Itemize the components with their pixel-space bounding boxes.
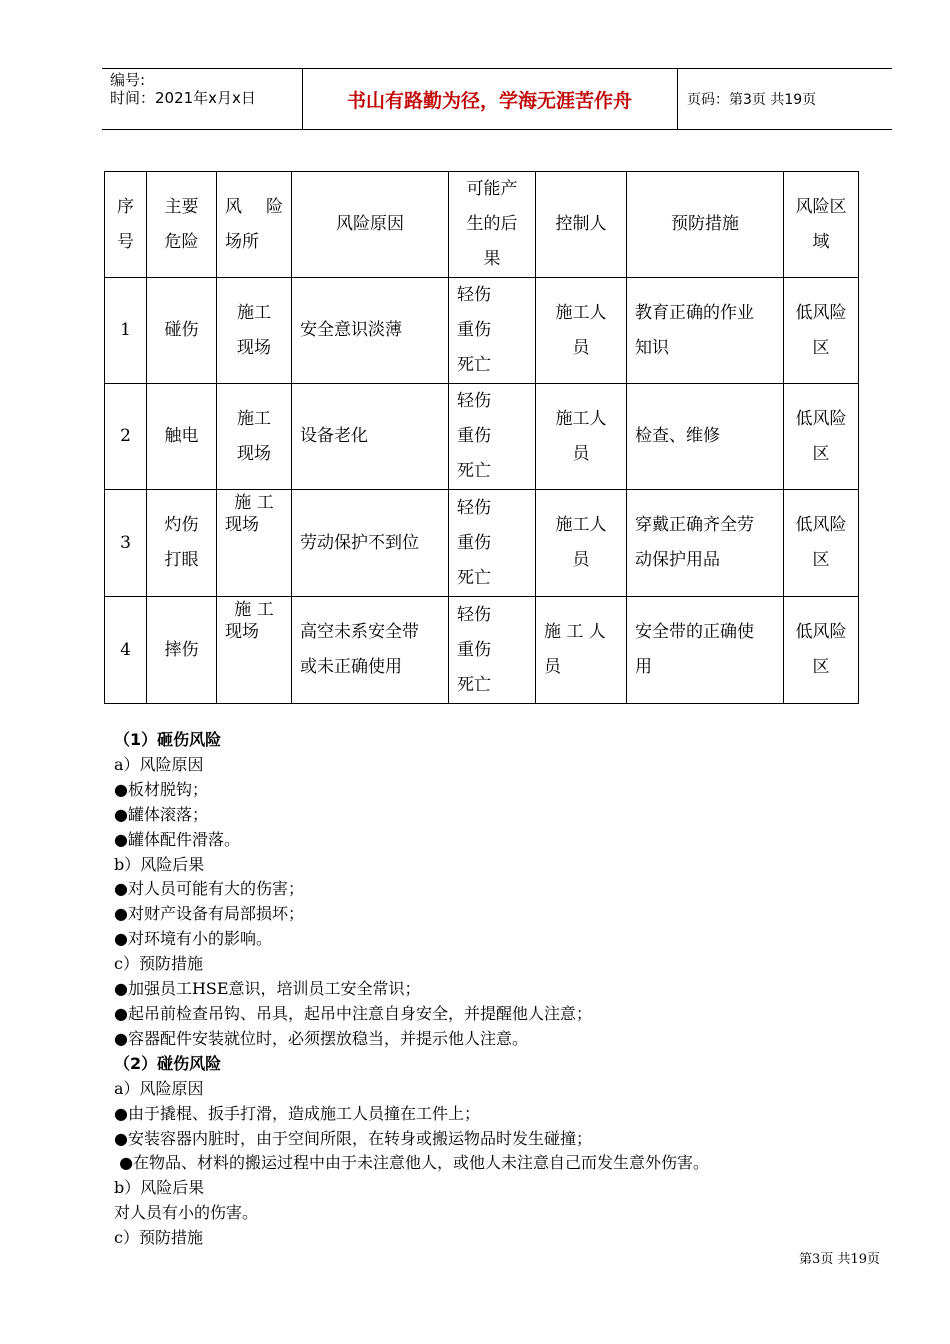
document-body	[114, 728, 709, 1251]
cell-seq: 2	[105, 384, 147, 490]
cell-place: 施 工 现场	[217, 490, 292, 597]
cell-hazard: 触电	[147, 384, 217, 490]
header-consequence: 可能产 生的后 果	[449, 172, 536, 278]
cell-prevention: 检查、维修	[627, 384, 784, 490]
cell-prevention: 安全带的正确使 用	[627, 597, 784, 704]
number-label: 编号:	[110, 71, 146, 89]
subheading: a）风险原因	[114, 754, 204, 774]
cell-place: 施工 现场	[217, 278, 292, 384]
cell-prevention: 教育正确的作业 知识	[627, 278, 784, 384]
cell-cause: 高空未系安全带 或未正确使用	[292, 597, 449, 704]
header-meta	[110, 71, 256, 107]
cell-area: 低风险 区	[784, 597, 859, 704]
bullet-item: ●对财产设备有局部损坏；	[114, 904, 304, 924]
time-label: 时间：2021年x月x日	[110, 89, 256, 107]
bullet-item: ●加强员工HSE意识，培训员工安全常识；	[114, 979, 421, 999]
cell-consequence: 轻伤 重伤 死亡	[449, 597, 536, 704]
section-heading: （2）碰伤风险	[114, 1053, 222, 1073]
paragraph: 对人员有小的伤害。	[114, 1203, 259, 1223]
bullet-item: ●罐体配件滑落。	[114, 829, 240, 849]
table-header-row	[105, 172, 859, 278]
subheading: b）风险后果	[114, 854, 205, 874]
page-footer: 第3页 共19页	[799, 1252, 880, 1267]
cell-place: 施工 现场	[217, 384, 292, 490]
cell-controller: 施工人 员	[536, 490, 627, 597]
page-code: 页码：第3页 共19页	[687, 92, 817, 108]
cell-controller: 施工人 员	[536, 278, 627, 384]
bullet-item: ●容器配件安装就位时，必须摆放稳当，并提示他人注意。	[114, 1028, 528, 1048]
header-place: 风 险 场所	[217, 172, 292, 278]
cell-area: 低风险 区	[784, 278, 859, 384]
page-header	[102, 68, 892, 130]
header-seq: 序 号	[105, 172, 147, 278]
risk-table	[104, 171, 859, 704]
cell-controller: 施 工 人 员	[536, 597, 627, 704]
bullet-item: ●由于撬棍、扳手打滑，造成施工人员撞在工件上；	[114, 1103, 480, 1123]
header-area: 风险区 域	[784, 172, 859, 278]
motto: 书山有路勤为径，学海无涯苦作舟	[346, 90, 632, 112]
header-hazard: 主要 危险	[147, 172, 217, 278]
header-prevention: 预防措施	[627, 172, 784, 278]
cell-seq: 4	[105, 597, 147, 704]
cell-cause: 安全意识淡薄	[292, 278, 449, 384]
table-row	[105, 278, 859, 384]
cell-place: 施 工 现场	[217, 597, 292, 704]
bullet-item: ●罐体滚落；	[114, 804, 208, 824]
subheading: b）风险后果	[114, 1178, 205, 1198]
cell-cause: 设备老化	[292, 384, 449, 490]
cell-controller: 施工人 员	[536, 384, 627, 490]
bullet-item: ●起吊前检查吊钩、吊具，起吊中注意自身安全，并提醒他人注意；	[114, 1003, 592, 1023]
header-cause: 风险原因	[292, 172, 449, 278]
cell-area: 低风险 区	[784, 384, 859, 490]
header-controller: 控制人	[536, 172, 627, 278]
bullet-item: ●对人员可能有大的伤害；	[114, 879, 304, 899]
bullet-item: ●安装容器内脏时，由于空间所限，在转身或搬运物品时发生碰撞；	[114, 1128, 592, 1148]
cell-hazard: 碰伤	[147, 278, 217, 384]
bullet-item: ●板材脱钩；	[114, 779, 208, 799]
table-row	[105, 384, 859, 490]
cell-consequence: 轻伤 重伤 死亡	[449, 490, 536, 597]
cell-hazard: 摔伤	[147, 597, 217, 704]
header-divider	[677, 69, 678, 129]
bullet-item: ●在物品、材料的搬运过程中由于未注意他人，或他人未注意自己而发生意外伤害。	[114, 1153, 710, 1173]
cell-consequence: 轻伤 重伤 死亡	[449, 384, 536, 490]
cell-seq: 3	[105, 490, 147, 597]
subheading: a）风险原因	[114, 1078, 204, 1098]
subheading: c）预防措施	[114, 1228, 203, 1248]
table-row	[105, 490, 859, 597]
cell-seq: 1	[105, 278, 147, 384]
subheading: c）预防措施	[114, 954, 203, 974]
cell-area: 低风险 区	[784, 490, 859, 597]
cell-cause: 劳动保护不到位	[292, 490, 449, 597]
table-row	[105, 597, 859, 704]
bullet-item: ●对环境有小的影响。	[114, 929, 272, 949]
cell-consequence: 轻伤 重伤 死亡	[449, 278, 536, 384]
cell-hazard: 灼伤 打眼	[147, 490, 217, 597]
cell-prevention: 穿戴正确齐全劳 动保护用品	[627, 490, 784, 597]
section-heading: （1）砸伤风险	[114, 730, 222, 749]
